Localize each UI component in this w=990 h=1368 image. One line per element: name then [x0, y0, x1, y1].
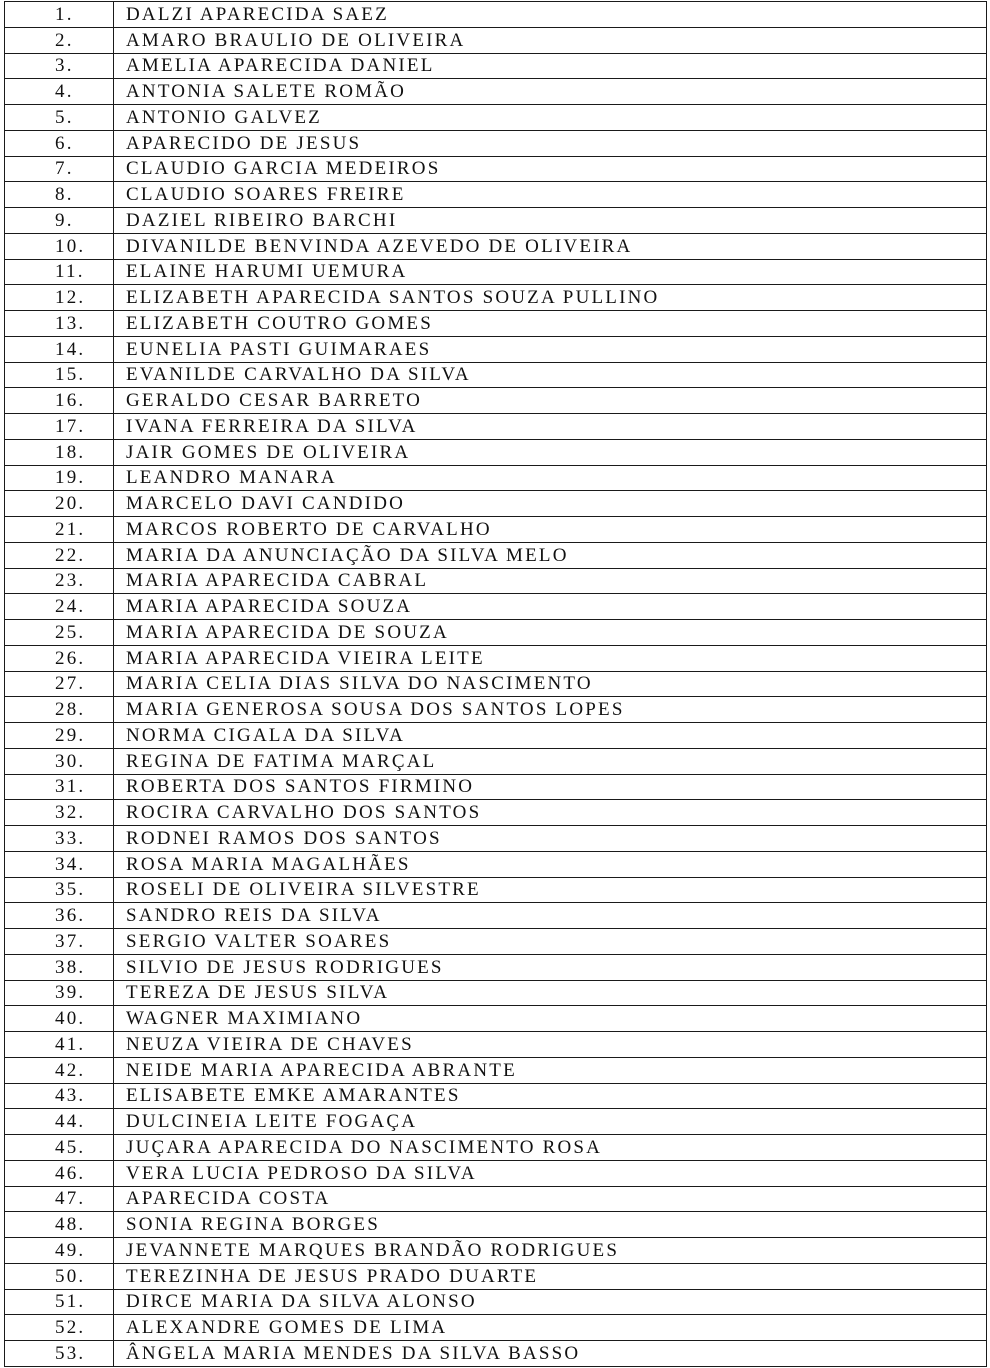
row-number: 34.: [5, 851, 114, 877]
row-number: 47.: [5, 1186, 114, 1212]
person-name: ELIZABETH APARECIDA SANTOS SOUZA PULLINO: [114, 285, 987, 311]
person-name: MARIA CELIA DIAS SILVA DO NASCIMENTO: [114, 671, 987, 697]
person-name: DIRCE MARIA DA SILVA ALONSO: [114, 1289, 987, 1315]
row-number: 27.: [5, 671, 114, 697]
row-number: 52.: [5, 1315, 114, 1341]
table-row: [5, 1160, 987, 1186]
person-name: ANTONIO GALVEZ: [114, 105, 987, 131]
table-row: [5, 877, 987, 903]
table-row: [5, 105, 987, 131]
table-row: [5, 465, 987, 491]
row-number: 22.: [5, 542, 114, 568]
names-table: [4, 1, 987, 1367]
table-row: [5, 748, 987, 774]
row-number: 31.: [5, 774, 114, 800]
row-number: 10.: [5, 233, 114, 259]
row-number: 20.: [5, 491, 114, 517]
person-name: ANTONIA SALETE ROMÃO: [114, 79, 987, 105]
person-name: ROBERTA DOS SANTOS FIRMINO: [114, 774, 987, 800]
row-number: 51.: [5, 1289, 114, 1315]
row-number: 28.: [5, 697, 114, 723]
row-number: 43.: [5, 1083, 114, 1109]
table-row: [5, 414, 987, 440]
table-row: [5, 826, 987, 852]
table-row: [5, 285, 987, 311]
table-row: [5, 645, 987, 671]
person-name: GERALDO CESAR BARRETO: [114, 388, 987, 414]
row-number: 38.: [5, 954, 114, 980]
person-name: MARIA APARECIDA DE SOUZA: [114, 620, 987, 646]
person-name: MARCOS ROBERTO DE CARVALHO: [114, 517, 987, 543]
table-row: [5, 1109, 987, 1135]
table-row: [5, 1212, 987, 1238]
row-number: 18.: [5, 439, 114, 465]
table-row: [5, 2, 987, 28]
person-name: ROCIRA CARVALHO DOS SANTOS: [114, 800, 987, 826]
person-name: IVANA FERREIRA DA SILVA: [114, 414, 987, 440]
row-number: 33.: [5, 826, 114, 852]
row-number: 24.: [5, 594, 114, 620]
row-number: 1.: [5, 2, 114, 28]
person-name: ROSA MARIA MAGALHÃES: [114, 851, 987, 877]
person-name: SONIA REGINA BORGES: [114, 1212, 987, 1238]
row-number: 44.: [5, 1109, 114, 1135]
person-name: APARECIDO DE JESUS: [114, 130, 987, 156]
person-name: DIVANILDE BENVINDA AZEVEDO DE OLIVEIRA: [114, 233, 987, 259]
table-row: [5, 27, 987, 53]
row-number: 46.: [5, 1160, 114, 1186]
table-row: [5, 259, 987, 285]
names-table-body: [5, 2, 987, 1367]
row-number: 7.: [5, 156, 114, 182]
table-row: [5, 182, 987, 208]
row-number: 37.: [5, 929, 114, 955]
person-name: EUNELIA PASTI GUIMARAES: [114, 336, 987, 362]
row-number: 3.: [5, 53, 114, 79]
table-row: [5, 1032, 987, 1058]
person-name: NEUZA VIEIRA DE CHAVES: [114, 1032, 987, 1058]
table-row: [5, 980, 987, 1006]
person-name: ELIZABETH COUTRO GOMES: [114, 311, 987, 337]
person-name: SILVIO DE JESUS RODRIGUES: [114, 954, 987, 980]
row-number: 23.: [5, 568, 114, 594]
row-number: 45.: [5, 1135, 114, 1161]
row-number: 13.: [5, 311, 114, 337]
table-row: [5, 1238, 987, 1264]
table-row: [5, 929, 987, 955]
row-number: 6.: [5, 130, 114, 156]
person-name: TEREZINHA DE JESUS PRADO DUARTE: [114, 1263, 987, 1289]
person-name: ROSELI DE OLIVEIRA SILVESTRE: [114, 877, 987, 903]
person-name: RODNEI RAMOS DOS SANTOS: [114, 826, 987, 852]
row-number: 4.: [5, 79, 114, 105]
person-name: NEIDE MARIA APARECIDA ABRANTE: [114, 1057, 987, 1083]
row-number: 25.: [5, 620, 114, 646]
row-number: 21.: [5, 517, 114, 543]
person-name: JAIR GOMES DE OLIVEIRA: [114, 439, 987, 465]
table-row: [5, 79, 987, 105]
person-name: CLAUDIO SOARES FREIRE: [114, 182, 987, 208]
table-row: [5, 954, 987, 980]
table-row: [5, 1006, 987, 1032]
row-number: 8.: [5, 182, 114, 208]
table-row: [5, 851, 987, 877]
row-number: 17.: [5, 414, 114, 440]
table-row: [5, 53, 987, 79]
row-number: 16.: [5, 388, 114, 414]
table-row: [5, 800, 987, 826]
person-name: VERA LUCIA PEDROSO DA SILVA: [114, 1160, 987, 1186]
table-row: [5, 1186, 987, 1212]
row-number: 30.: [5, 748, 114, 774]
person-name: NORMA CIGALA DA SILVA: [114, 723, 987, 749]
table-row: [5, 568, 987, 594]
table-row: [5, 130, 987, 156]
row-number: 53.: [5, 1341, 114, 1367]
table-row: [5, 697, 987, 723]
person-name: JEVANNETE MARQUES BRANDÃO RODRIGUES: [114, 1238, 987, 1264]
table-row: [5, 671, 987, 697]
table-row: [5, 620, 987, 646]
row-number: 26.: [5, 645, 114, 671]
table-row: [5, 388, 987, 414]
person-name: ÂNGELA MARIA MENDES DA SILVA BASSO: [114, 1341, 987, 1367]
row-number: 48.: [5, 1212, 114, 1238]
person-name: MARIA APARECIDA SOUZA: [114, 594, 987, 620]
person-name: LEANDRO MANARA: [114, 465, 987, 491]
table-row: [5, 1083, 987, 1109]
table-row: [5, 336, 987, 362]
row-number: 35.: [5, 877, 114, 903]
row-number: 14.: [5, 336, 114, 362]
table-row: [5, 1341, 987, 1367]
row-number: 41.: [5, 1032, 114, 1058]
person-name: ELISABETE EMKE AMARANTES: [114, 1083, 987, 1109]
table-row: [5, 1289, 987, 1315]
row-number: 5.: [5, 105, 114, 131]
table-row: [5, 774, 987, 800]
person-name: AMARO BRAULIO DE OLIVEIRA: [114, 27, 987, 53]
row-number: 39.: [5, 980, 114, 1006]
row-number: 42.: [5, 1057, 114, 1083]
person-name: MARIA DA ANUNCIAÇÃO DA SILVA MELO: [114, 542, 987, 568]
table-row: [5, 517, 987, 543]
table-row: [5, 903, 987, 929]
row-number: 36.: [5, 903, 114, 929]
person-name: SANDRO REIS DA SILVA: [114, 903, 987, 929]
row-number: 2.: [5, 27, 114, 53]
person-name: DULCINEIA LEITE FOGAÇA: [114, 1109, 987, 1135]
table-row: [5, 362, 987, 388]
table-row: [5, 1057, 987, 1083]
person-name: MARIA APARECIDA VIEIRA LEITE: [114, 645, 987, 671]
row-number: 15.: [5, 362, 114, 388]
row-number: 19.: [5, 465, 114, 491]
table-row: [5, 439, 987, 465]
table-row: [5, 156, 987, 182]
person-name: CLAUDIO GARCIA MEDEIROS: [114, 156, 987, 182]
table-row: [5, 208, 987, 234]
table-row: [5, 491, 987, 517]
person-name: DAZIEL RIBEIRO BARCHI: [114, 208, 987, 234]
row-number: 49.: [5, 1238, 114, 1264]
person-name: APARECIDA COSTA: [114, 1186, 987, 1212]
person-name: DALZI APARECIDA SAEZ: [114, 2, 987, 28]
person-name: MARCELO DAVI CANDIDO: [114, 491, 987, 517]
table-row: [5, 723, 987, 749]
person-name: WAGNER MAXIMIANO: [114, 1006, 987, 1032]
person-name: TEREZA DE JESUS SILVA: [114, 980, 987, 1006]
person-name: MARIA GENEROSA SOUSA DOS SANTOS LOPES: [114, 697, 987, 723]
table-row: [5, 1315, 987, 1341]
row-number: 40.: [5, 1006, 114, 1032]
row-number: 32.: [5, 800, 114, 826]
person-name: JUÇARA APARECIDA DO NASCIMENTO ROSA: [114, 1135, 987, 1161]
table-row: [5, 1263, 987, 1289]
row-number: 11.: [5, 259, 114, 285]
table-row: [5, 233, 987, 259]
table-row: [5, 1135, 987, 1161]
row-number: 12.: [5, 285, 114, 311]
person-name: SERGIO VALTER SOARES: [114, 929, 987, 955]
person-name: REGINA DE FATIMA MARÇAL: [114, 748, 987, 774]
table-row: [5, 542, 987, 568]
row-number: 50.: [5, 1263, 114, 1289]
person-name: ELAINE HARUMI UEMURA: [114, 259, 987, 285]
person-name: EVANILDE CARVALHO DA SILVA: [114, 362, 987, 388]
table-row: [5, 311, 987, 337]
table-row: [5, 594, 987, 620]
row-number: 29.: [5, 723, 114, 749]
row-number: 9.: [5, 208, 114, 234]
person-name: AMELIA APARECIDA DANIEL: [114, 53, 987, 79]
person-name: MARIA APARECIDA CABRAL: [114, 568, 987, 594]
person-name: ALEXANDRE GOMES DE LIMA: [114, 1315, 987, 1341]
